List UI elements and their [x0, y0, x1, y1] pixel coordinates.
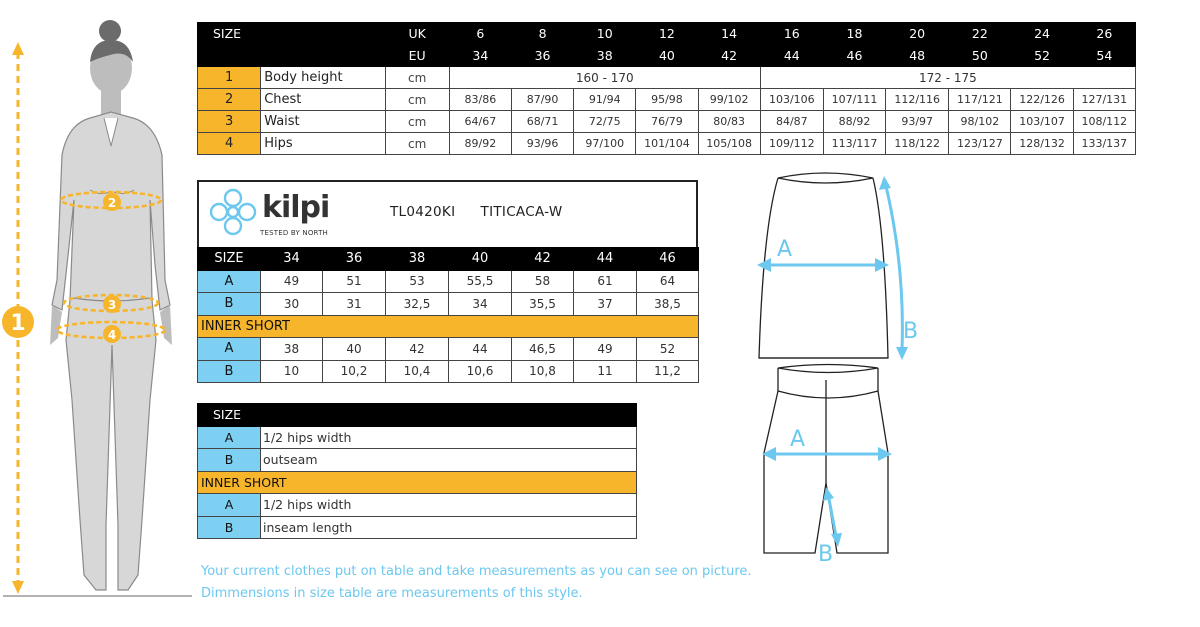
product-row-b	[198, 293, 699, 316]
uk-label: UK	[385, 23, 449, 45]
legend-row-b	[198, 449, 637, 472]
inner-short-label: INNER SHORT	[198, 315, 699, 338]
size-eu: 34	[449, 45, 511, 67]
row-unit: cm	[385, 67, 449, 89]
row-key: B	[198, 449, 261, 472]
row-unit: cm	[385, 133, 449, 155]
cell: 10,8	[512, 360, 574, 383]
cell: 103/107	[1011, 111, 1073, 133]
height-range: 172 - 175	[760, 67, 1135, 89]
cell: 97/100	[574, 133, 636, 155]
size-uk: 18	[823, 23, 885, 45]
row-number: 2	[198, 89, 261, 111]
svg-text:4: 4	[107, 328, 117, 342]
size-eu: 44	[760, 45, 823, 67]
size-header: SIZE	[198, 248, 261, 271]
height-range: 160 - 170	[449, 67, 760, 89]
size-uk: 24	[1011, 23, 1073, 45]
size-header: SIZE	[198, 23, 386, 45]
cell: 122/126	[1011, 89, 1073, 111]
cell: 99/102	[698, 89, 760, 111]
cell: 108/112	[1073, 111, 1135, 133]
svg-text:2: 2	[107, 196, 117, 210]
cell: 38	[261, 338, 323, 361]
row-label: Body height	[261, 67, 385, 89]
cell: 118/122	[886, 133, 949, 155]
cell: 51	[323, 270, 386, 293]
cell: 64/67	[449, 111, 511, 133]
size: 40	[449, 248, 512, 271]
size-eu: 42	[698, 45, 760, 67]
row-label: Chest	[261, 89, 385, 111]
product-row-a	[198, 270, 699, 293]
size-uk: 16	[760, 23, 823, 45]
svg-text:B: B	[903, 319, 919, 344]
row-key: B	[198, 293, 261, 316]
row-key: B	[198, 516, 261, 539]
size-eu: 38	[574, 45, 636, 67]
row-desc: inseam length	[261, 516, 637, 539]
svg-text:A: A	[777, 237, 793, 262]
cell: 55,5	[449, 270, 512, 293]
size: 36	[323, 248, 386, 271]
cell: 10,2	[323, 360, 386, 383]
size-uk: 10	[574, 23, 636, 45]
inner-row-b	[198, 360, 699, 383]
size-eu: 48	[886, 45, 949, 67]
empty-header	[198, 45, 386, 67]
size-uk: 8	[511, 23, 573, 45]
row-key: A	[198, 494, 261, 517]
size: 42	[512, 248, 574, 271]
row-desc: outseam	[261, 449, 637, 472]
size-uk: 6	[449, 23, 511, 45]
brand-name: kilpi	[262, 190, 330, 225]
cell: 44	[449, 338, 512, 361]
cell: 88/92	[823, 111, 885, 133]
cell: 109/112	[760, 133, 823, 155]
cell: 61	[574, 270, 637, 293]
svg-text:A: A	[790, 427, 806, 452]
cell: 123/127	[949, 133, 1011, 155]
size: 34	[261, 248, 323, 271]
cell: 30	[261, 293, 323, 316]
cell: 91/94	[574, 89, 636, 111]
row-key: A	[198, 270, 261, 293]
cell: 72/75	[574, 111, 636, 133]
size-eu: 46	[823, 45, 885, 67]
cell: 58	[512, 270, 574, 293]
size: 44	[574, 248, 637, 271]
cell: 68/71	[511, 111, 573, 133]
row-number: 1	[198, 67, 261, 89]
cell: 38,5	[637, 293, 699, 316]
row-desc: 1/2 hips width	[261, 426, 637, 449]
cell: 93/97	[886, 111, 949, 133]
legend-header	[198, 404, 637, 427]
cell: 112/116	[886, 89, 949, 111]
hips-row	[198, 133, 1136, 155]
size-header: SIZE	[198, 404, 637, 427]
size-uk: 14	[698, 23, 760, 45]
cell: 11	[574, 360, 637, 383]
cell: 49	[574, 338, 637, 361]
cell: 83/86	[449, 89, 511, 111]
row-key: A	[198, 426, 261, 449]
svg-text:B: B	[818, 542, 834, 563]
cell: 101/104	[636, 133, 698, 155]
measurement-legend-table	[197, 403, 637, 539]
row-key: B	[198, 360, 261, 383]
size-eu: 36	[511, 45, 573, 67]
cell: 84/87	[760, 111, 823, 133]
cell: 10,6	[449, 360, 512, 383]
body-size-table	[197, 22, 1136, 155]
cell: 52	[637, 338, 699, 361]
cell: 40	[323, 338, 386, 361]
brand-tagline: TESTED BY NORTH	[260, 229, 329, 237]
cell: 133/137	[1073, 133, 1135, 155]
uk-size-row	[198, 23, 1136, 45]
cell: 32,5	[386, 293, 449, 316]
row-unit: cm	[385, 89, 449, 111]
cell: 103/106	[760, 89, 823, 111]
legend-inner-short-band	[198, 471, 637, 494]
eu-label: EU	[385, 45, 449, 67]
cell: 10	[261, 360, 323, 383]
row-desc: 1/2 hips width	[261, 494, 637, 517]
cell: 89/92	[449, 133, 511, 155]
row-key: A	[198, 338, 261, 361]
cell: 98/102	[949, 111, 1011, 133]
cell: 127/131	[1073, 89, 1135, 111]
cell: 34	[449, 293, 512, 316]
size-eu: 50	[949, 45, 1011, 67]
cell: 11,2	[637, 360, 699, 383]
kilpi-logo-icon	[209, 186, 257, 238]
cell: 53	[386, 270, 449, 293]
body-height-row	[198, 67, 1136, 89]
legend-inner-row-b	[198, 516, 637, 539]
row-number: 4	[198, 133, 261, 155]
shorts-diagram	[758, 363, 908, 563]
product-size-header	[198, 248, 699, 271]
waist-row	[198, 111, 1136, 133]
chest-row	[198, 89, 1136, 111]
legend-row-a	[198, 426, 637, 449]
product-name: TITICACA-W	[480, 204, 563, 220]
cell: 128/132	[1011, 133, 1073, 155]
size-eu: 54	[1073, 45, 1135, 67]
size: 46	[637, 248, 699, 271]
cell: 76/79	[636, 111, 698, 133]
row-number: 3	[198, 111, 261, 133]
inner-row-a	[198, 338, 699, 361]
row-unit: cm	[385, 111, 449, 133]
row-label: Waist	[261, 111, 385, 133]
size-uk: 26	[1073, 23, 1135, 45]
inner-short-label: INNER SHORT	[198, 471, 637, 494]
row-label: Hips	[261, 133, 385, 155]
cell: 31	[323, 293, 386, 316]
cell: 105/108	[698, 133, 760, 155]
svg-text:1: 1	[10, 311, 26, 336]
cell: 117/121	[949, 89, 1011, 111]
cell: 107/111	[823, 89, 885, 111]
size-eu: 40	[636, 45, 698, 67]
cell: 93/96	[511, 133, 573, 155]
size-eu: 52	[1011, 45, 1073, 67]
size: 38	[386, 248, 449, 271]
cell: 49	[261, 270, 323, 293]
product-code: TL0420KI	[390, 204, 456, 220]
cell: 46,5	[512, 338, 574, 361]
product-title	[390, 204, 562, 220]
skirt-diagram	[745, 168, 930, 363]
svg-text:3: 3	[107, 298, 117, 312]
cell: 80/83	[698, 111, 760, 133]
product-size-table	[197, 247, 699, 383]
instruction-note: Your current clothes put on table and take measurements as you can see on picture.	[201, 564, 752, 579]
cell: 35,5	[512, 293, 574, 316]
size-uk: 12	[636, 23, 698, 45]
inner-short-band	[198, 315, 699, 338]
cell: 37	[574, 293, 637, 316]
legend-inner-row-a	[198, 494, 637, 517]
size-uk: 20	[886, 23, 949, 45]
cell: 87/90	[511, 89, 573, 111]
cell: 10,4	[386, 360, 449, 383]
dimensions-note: Dimmensions in size table are measurements of this style.	[201, 586, 583, 601]
cell: 42	[386, 338, 449, 361]
cell: 113/117	[823, 133, 885, 155]
eu-size-row	[198, 45, 1136, 67]
cell: 95/98	[636, 89, 698, 111]
body-measurement-figure	[0, 0, 200, 610]
cell: 64	[637, 270, 699, 293]
size-uk: 22	[949, 23, 1011, 45]
